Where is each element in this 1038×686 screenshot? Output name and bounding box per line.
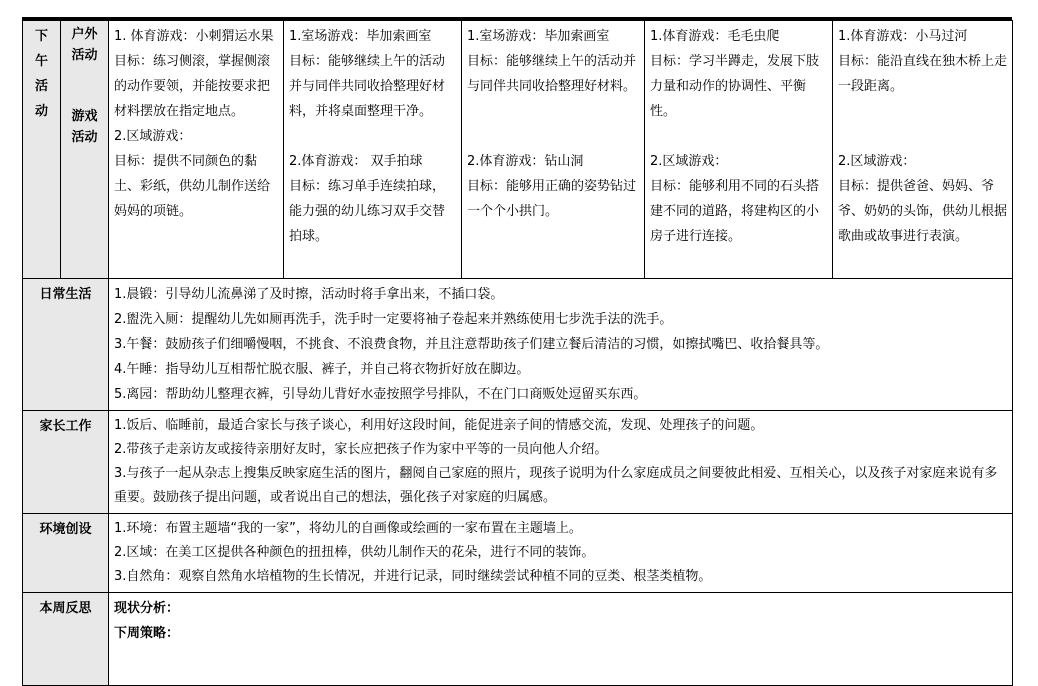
activity-2-title: 2.区域游戏： — [114, 129, 192, 144]
activity-1-title: 1.体育游戏：小马过河 — [838, 29, 968, 44]
afternoon-activity-row — [23, 21, 1013, 279]
daily-life-row — [23, 279, 1013, 411]
list-item: 2.区域：在美工区提供各种颜色的扭扭棒，供幼儿制作天的花朵，进行不同的装饰。 — [114, 545, 595, 560]
list-item: 3.与孩子一起从杂志上搜集反映家庭生活的图片，翻阅自己家庭的照片，现孩子说明为什么家庭成员之间要彼此相爱、互相关心，以及孩子对家庭来说有多重要。鼓励孩子提出问题，或者说出自己的想法，强化孩子对家庭的归属感。 — [114, 466, 998, 505]
activity-2-title: 2.体育游戏： 双手拍球 — [289, 154, 423, 169]
activity-1-goal: 目标：练习侧滚，掌握侧滚的动作要领，并能按要求把材料摆放在指定地点。 — [114, 54, 271, 119]
parent-work-row — [23, 411, 1013, 514]
list-item: 4.午睡：指导幼儿互相帮忙脱衣服、裤子，并自己将衣物折好放在脚边。 — [114, 362, 530, 377]
daily-life-label: 日常生活 — [23, 279, 109, 411]
activity-2-title: 2.体育游戏：钻山洞 — [467, 154, 584, 169]
activity-1-goal: 目标：能够继续上午的活动并与同伴共同收拾整理好材料，并将桌面整理干净。 — [289, 54, 446, 119]
weekly-plan-table — [22, 20, 1013, 686]
activity-1-goal: 目标：能够继续上午的活动并与同伴共同收拾整理好材料。 — [467, 54, 637, 94]
afternoon-day-2 — [284, 21, 462, 279]
activity-1-goal: 目标：学习半蹲走，发展下肢力量和动作的协调性、平衡性。 — [650, 54, 820, 119]
environment-content — [109, 514, 1013, 593]
environment-row — [23, 514, 1013, 593]
parent-work-content — [109, 411, 1013, 514]
parent-work-label: 家长工作 — [23, 411, 109, 514]
activity-1-title: 1.室场游戏：毕加索画室 — [289, 29, 432, 44]
activity-2-goal: 目标：能够用正确的姿势钻过一个个小拱门。 — [467, 179, 637, 219]
list-item: 1.晨锻：引导幼儿流鼻涕了及时擦，活动时将手拿出来，不插口袋。 — [114, 287, 504, 302]
list-item: 2.盥洗入厕：提醒幼儿先如厕再洗手，洗手时一定要将袖子卷起来并熟练使用七步洗手法的洗手。 — [114, 312, 673, 327]
list-item: 5.离园：帮助幼儿整理衣裤，引导幼儿背好水壶按照学号排队，不在门口商贩处逗留买东西。 — [114, 387, 647, 402]
next-week-strategy-label: 下周策略： — [114, 626, 180, 641]
reflection-content — [109, 593, 1013, 686]
daily-life-content — [109, 279, 1013, 411]
activity-1-title: 1.室场游戏：毕加索画室 — [467, 29, 610, 44]
afternoon-activity-text: 下午活动 — [34, 29, 48, 119]
afternoon-day-1 — [109, 21, 284, 279]
outdoor-activity-label: 户外活动 — [71, 27, 98, 63]
activity-1-title: 1. 体育游戏：小刺猬运水果 — [114, 29, 274, 44]
activity-2-title: 2.区域游戏： — [650, 154, 728, 169]
activity-1-goal: 目标：能沿直线在独木桥上走一段距离。 — [838, 54, 1008, 94]
activity-2-title: 2.区域游戏： — [838, 154, 916, 169]
activity-2-goal: 目标：提供爸爸、妈妈、爷爷、奶奶的头饰，供幼儿根据歌曲或故事进行表演。 — [838, 179, 1008, 244]
activity-1-title: 1.体育游戏：毛毛虫爬 — [650, 29, 780, 44]
reflection-label: 本周反思 — [23, 593, 109, 686]
list-item: 3.自然角：观察自然角水培植物的生长情况，并进行记录，同时继续尝试种植不同的豆类、根茎类植物。 — [114, 569, 712, 584]
list-item: 3.午餐：鼓励孩子们细嚼慢咽，不挑食、不浪费食物，并且注意帮助孩子们建立餐后清洁的习惯，如擦拭嘴巴、收拾餐具等。 — [114, 337, 829, 352]
reflection-row — [23, 593, 1013, 686]
status-analysis-label: 现状分析： — [114, 601, 180, 616]
afternoon-day-3 — [462, 21, 645, 279]
activity-2-goal: 目标：能够利用不同的石头搭建不同的道路，将建构区的小房子进行连接。 — [650, 179, 820, 244]
list-item: 1.环境：布置主题墙“我的一家”，将幼儿的自画像或绘画的一家布置在主题墙上。 — [114, 521, 582, 536]
afternoon-day-5 — [833, 21, 1013, 279]
list-item: 2.带孩子走亲访友或接待亲朋好友时，家长应把孩子作为家中平等的一员向他人介绍。 — [114, 442, 608, 457]
game-activity-label: 游戏活动 — [71, 109, 98, 145]
afternoon-subcategory-cell — [61, 21, 109, 279]
activity-2-goal: 目标：练习单手连续拍球，能力强的幼儿练习双手交替拍球。 — [289, 179, 446, 244]
afternoon-day-4 — [645, 21, 833, 279]
afternoon-activity-label — [23, 21, 61, 279]
activity-2-goal: 目标：提供不同颜色的黏土、彩纸，供幼儿制作送给妈妈的项链。 — [114, 154, 271, 219]
list-item: 1.饭后、临睡前，最适合家长与孩子谈心，利用好这段时间，能促进亲子间的情感交流，发现、处理孩子的问题。 — [114, 418, 764, 433]
environment-label: 环境创设 — [23, 514, 109, 593]
